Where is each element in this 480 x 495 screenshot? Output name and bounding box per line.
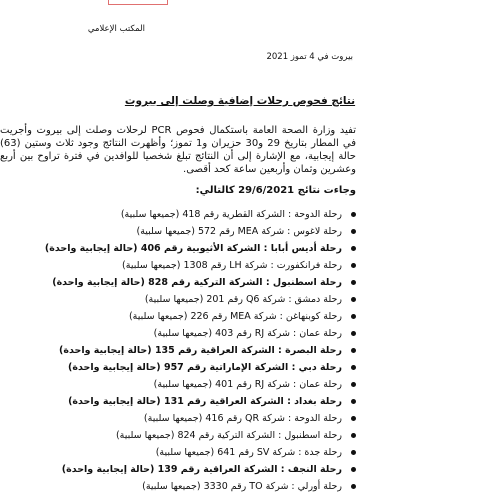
bullet-icon (351, 229, 356, 234)
flight-text: رحلة عمان : شركة RJ رقم 403 (جميعها سلبية) (153, 328, 342, 339)
flight-text: رحلة الدوحة : الشركة القطرية رقم 418 (جميعها سلبية) (120, 209, 342, 220)
list-item (45, 444, 356, 461)
list-item (45, 376, 356, 393)
list-item (45, 223, 356, 240)
flight-text: رحلة دبي : الشركة الإماراتية رقم 957 (حالة إيجابية واحدة) (68, 362, 342, 373)
bullet-icon (351, 297, 356, 302)
list-item (45, 274, 356, 291)
document-title: نتائج فحوص رحلات إضافية وصلت إلى بيروت (124, 95, 356, 107)
bullet-icon (351, 263, 356, 268)
bullet-icon (351, 246, 356, 251)
flight-text: رحلة كوبنهاغن : شركة MEA رقم 226 (جميعها سلبية) (128, 311, 342, 322)
flight-text: رحلة بغداد : الشركة العراقية رقم 131 (حالة إيجابية واحدة) (68, 396, 342, 407)
flight-text: رحلة البصرة : الشركة العراقية رقم 135 (حالة إيجابية واحدة) (59, 345, 342, 356)
header-frame (108, 0, 168, 5)
bullet-icon (351, 331, 356, 336)
flight-text: رحلة جدة : شركة SV رقم 641 (جميعها سلبية) (155, 447, 342, 458)
flight-text: رحلة لاغوس : شركة MEA رقم 572 (جميعها سلبية) (136, 226, 342, 237)
flight-text: رحلة الدوحة : شركة QR رقم 416 (جميعها سلبية) (143, 413, 342, 424)
bullet-icon (351, 416, 356, 421)
list-item (45, 359, 356, 376)
bullet-icon (351, 382, 356, 387)
list-item (45, 291, 356, 308)
list-item (45, 410, 356, 427)
flight-text: رحلة اسطنبول : الشركة التركية رقم 824 (جميعها سلبية) (115, 430, 342, 441)
list-item (45, 308, 356, 325)
body-paragraph: تفيد وزارة الصحة العامة باستكمال فحوص PCR لرحلات وصلت إلى بيروت وأجريت في المطار بتاريخ 29 و30 حزيران و1 تموز؛ وأظهرت النتائج وجود ثلاث وستين (63) حالة إيجابية، مع الإشارة إلى أن النتائج تبلغ شخصيا للوافدين في فترة تراوح بين أربع وعشرين وثمان وأربعين ساعة كحد أقصى. (0, 125, 357, 175)
flight-text: رحلة اسطنبول : الشركة التركية رقم 828 (حالة إيجابية واحدة) (52, 277, 342, 288)
list-item (45, 257, 356, 274)
bullet-icon (351, 399, 356, 404)
media-office-label: المكتب الإعلامي (87, 24, 145, 34)
list-item (45, 427, 356, 444)
list-item (45, 325, 356, 342)
bullet-icon (351, 365, 356, 370)
flight-text: رحلة النجف : الشركة العراقية رقم 139 (حالة إيجابية واحدة) (61, 464, 342, 475)
list-item (45, 478, 356, 495)
bullet-icon (351, 484, 356, 489)
list-item (45, 342, 356, 359)
bullet-icon (351, 212, 356, 217)
flight-text: رحلة أديس أبابا : الشركة الأثيوبية رقم 406 (حالة إيجابية واحدة) (44, 243, 342, 254)
flight-text: رحلة دمشق : شركة Q6 رقم 201 (جميعها سلبية) (144, 294, 342, 305)
flight-text: رحلة فرانكفورت : شركة LH رقم 1308 (جميعها سلبية) (122, 260, 342, 271)
list-item (45, 393, 356, 410)
bullet-icon (351, 314, 356, 319)
document-date: بيروت في 4 تموز 2021 (266, 52, 353, 62)
bullet-icon (351, 433, 356, 438)
list-item (45, 206, 356, 223)
results-heading: وجاءت نتائج 29/6/2021 كالتالي: (195, 185, 356, 196)
list-item (45, 240, 356, 257)
flight-list (45, 206, 356, 495)
bullet-icon (351, 450, 356, 455)
list-item (45, 461, 356, 478)
bullet-icon (351, 467, 356, 472)
bullet-icon (351, 280, 356, 285)
flight-text: رحلة عمان : شركة RJ رقم 401 (جميعها سلبية) (153, 379, 342, 390)
bullet-icon (351, 348, 356, 353)
flight-text: رحلة أورلي : شركة TO رقم 3330 (جميعها سلبية) (142, 481, 342, 492)
